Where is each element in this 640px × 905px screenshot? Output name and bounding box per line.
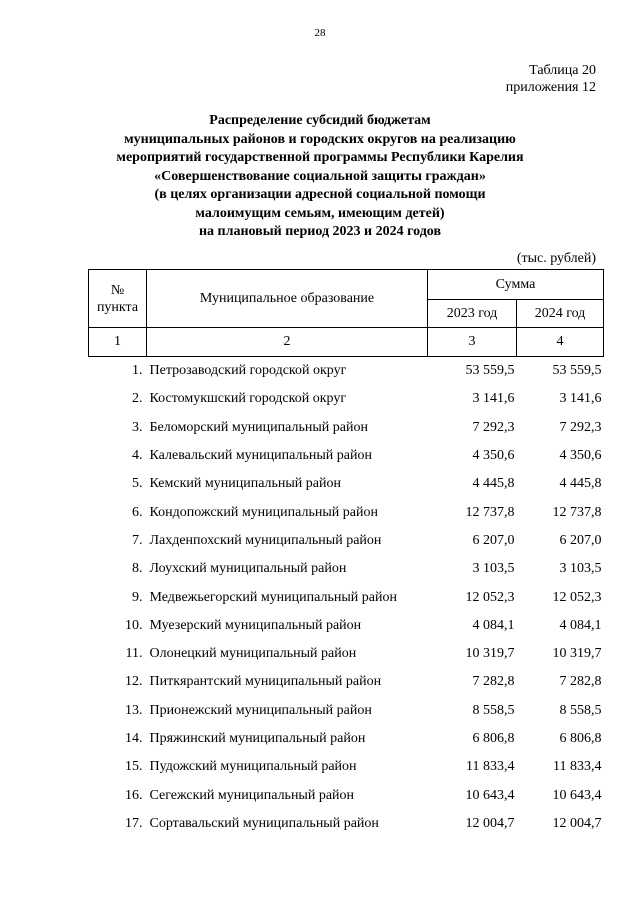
municipality-name: Прионежский муниципальный район [149, 702, 372, 718]
column-index: 4 [517, 328, 604, 357]
amount-2023: 10 643,4 [465, 787, 515, 803]
municipality-name: Петрозаводский городской округ [149, 363, 347, 379]
title-line: (в целях организации адресной социальной помощи [154, 187, 486, 202]
row-number: 8. [132, 561, 143, 577]
amount-2023: 11 833,4 [466, 759, 515, 775]
municipality-name: Лоухский муниципальный район [149, 561, 347, 577]
title-line: мероприятий государственной программы Республики Карелия [116, 150, 524, 165]
table-row [89, 753, 604, 781]
row-number: 16. [125, 787, 143, 803]
table-row [89, 668, 604, 696]
row-number: 7. [132, 532, 143, 548]
municipality-name: Лахденпохский муниципальный район [149, 532, 382, 548]
amount-2024: 4 445,8 [559, 476, 602, 492]
table-row [89, 527, 604, 555]
title-line: Распределение субсидий бюджетам [209, 113, 431, 128]
amount-2023: 3 141,6 [472, 391, 515, 407]
row-number: 12. [125, 674, 143, 690]
header-year-2024: 2024 год [517, 300, 604, 328]
amount-2024: 10 319,7 [552, 646, 602, 662]
title-line: муниципальных районов и городских округов на реализацию [124, 131, 516, 147]
header-number: № пункта [89, 270, 147, 328]
municipality-name: Муезерский муниципальный район [149, 617, 362, 633]
amount-2024: 7 282,8 [559, 674, 602, 690]
table-row [89, 442, 604, 470]
amount-2023: 53 559,5 [465, 363, 515, 379]
table-row [89, 498, 604, 526]
amount-2024: 7 292,3 [559, 419, 602, 435]
municipality-name: Сортавальский муниципальный район [149, 815, 379, 831]
row-number: 11. [125, 646, 143, 662]
document-title [0, 112, 640, 242]
municipality-name: Калевальский муниципальный район [149, 448, 372, 464]
municipality-name: Олонецкий муниципальный район [149, 646, 357, 662]
municipality-name: Медвежьегорский муниципальный район [149, 589, 397, 605]
header-year-2023: 2023 год [428, 300, 517, 328]
table-row [89, 583, 604, 611]
amount-2024: 6 806,8 [559, 731, 602, 746]
amount-2024: 3 141,6 [559, 391, 602, 407]
row-number: 14. [125, 731, 143, 746]
row-number: 3. [132, 419, 143, 435]
table-row [89, 781, 604, 809]
amount-2023: 7 292,3 [472, 419, 515, 435]
municipality-name: Кондопожский муниципальный район [149, 504, 378, 520]
table-body [89, 357, 604, 839]
appendix-label: приложения 12 [505, 80, 596, 95]
table-row [89, 357, 604, 386]
amount-2023: 8 558,5 [472, 702, 515, 718]
table-row [89, 470, 604, 498]
amount-2023: 12 737,8 [465, 504, 515, 520]
amount-2024: 3 103,5 [559, 561, 602, 577]
subsidy-table [88, 269, 604, 838]
row-number: 1. [132, 363, 143, 379]
municipality-name: Пряжинский муниципальный район [149, 731, 366, 746]
table-row [89, 810, 604, 838]
amount-2024: 53 559,5 [552, 363, 602, 379]
row-number: 4. [132, 448, 143, 464]
table-row [89, 414, 604, 442]
amount-2023: 4 084,1 [472, 617, 515, 633]
row-number: 9. [132, 589, 143, 605]
amount-2024: 12 004,7 [552, 815, 602, 831]
municipality-name: Питкярантский муниципальный район [149, 674, 382, 690]
amount-2023: 7 282,8 [472, 674, 515, 690]
table-row [89, 385, 604, 413]
table-row [89, 555, 604, 583]
column-index: 1 [89, 328, 147, 357]
units-label: (тыс. рублей) [516, 251, 596, 266]
table-row [89, 640, 604, 668]
row-number: 6. [132, 504, 143, 520]
amount-2024: 11 833,4 [553, 759, 602, 775]
row-number: 10. [125, 617, 143, 633]
page-number: 28 [314, 27, 326, 39]
header-municipality: Муниципальное образование [147, 270, 428, 328]
table-row [89, 697, 604, 725]
amount-2024: 4 350,6 [559, 448, 602, 464]
amount-2024: 6 207,0 [559, 532, 602, 548]
amount-2024: 12 052,3 [552, 589, 602, 605]
amount-2023: 12 052,3 [465, 589, 515, 605]
amount-2023: 4 445,8 [472, 476, 515, 492]
municipality-name: Беломорский муниципальный район [149, 419, 368, 435]
row-number: 17. [125, 815, 143, 831]
municipality-name: Сегежский муниципальный район [149, 787, 355, 803]
amount-2024: 4 084,1 [559, 617, 602, 633]
amount-2024: 10 643,4 [552, 787, 602, 803]
row-number: 5. [132, 476, 143, 492]
amount-2023: 6 207,0 [472, 532, 515, 548]
amount-2023: 4 350,6 [472, 448, 515, 464]
table-reference [506, 62, 596, 96]
title-line: на плановый период 2023 и 2024 годов [198, 224, 442, 239]
table-label: Таблица 20 [529, 63, 596, 78]
amount-2024: 8 558,5 [559, 702, 602, 718]
table-row [89, 612, 604, 640]
municipality-name: Пудожский муниципальный район [149, 759, 357, 775]
municipality-name: Костомукшский городской округ [149, 391, 347, 407]
header-sum: Сумма [428, 270, 604, 300]
column-index: 3 [428, 328, 517, 357]
amount-2023: 10 319,7 [465, 646, 515, 662]
municipality-name: Кемский муниципальный район [149, 476, 341, 492]
row-number: 2. [132, 391, 143, 407]
amount-2023: 6 806,8 [472, 731, 515, 746]
column-index: 2 [147, 328, 428, 357]
row-number: 15. [125, 759, 143, 775]
title-line: малоимущим семьям, имеющим детей) [195, 205, 445, 221]
amount-2023: 12 004,7 [465, 815, 515, 831]
table-row [89, 725, 604, 753]
amount-2024: 12 737,8 [552, 504, 602, 520]
amount-2023: 3 103,5 [472, 561, 515, 577]
row-number: 13. [125, 702, 143, 718]
title-line: «Совершенствование социальной защиты граждан» [154, 168, 486, 184]
